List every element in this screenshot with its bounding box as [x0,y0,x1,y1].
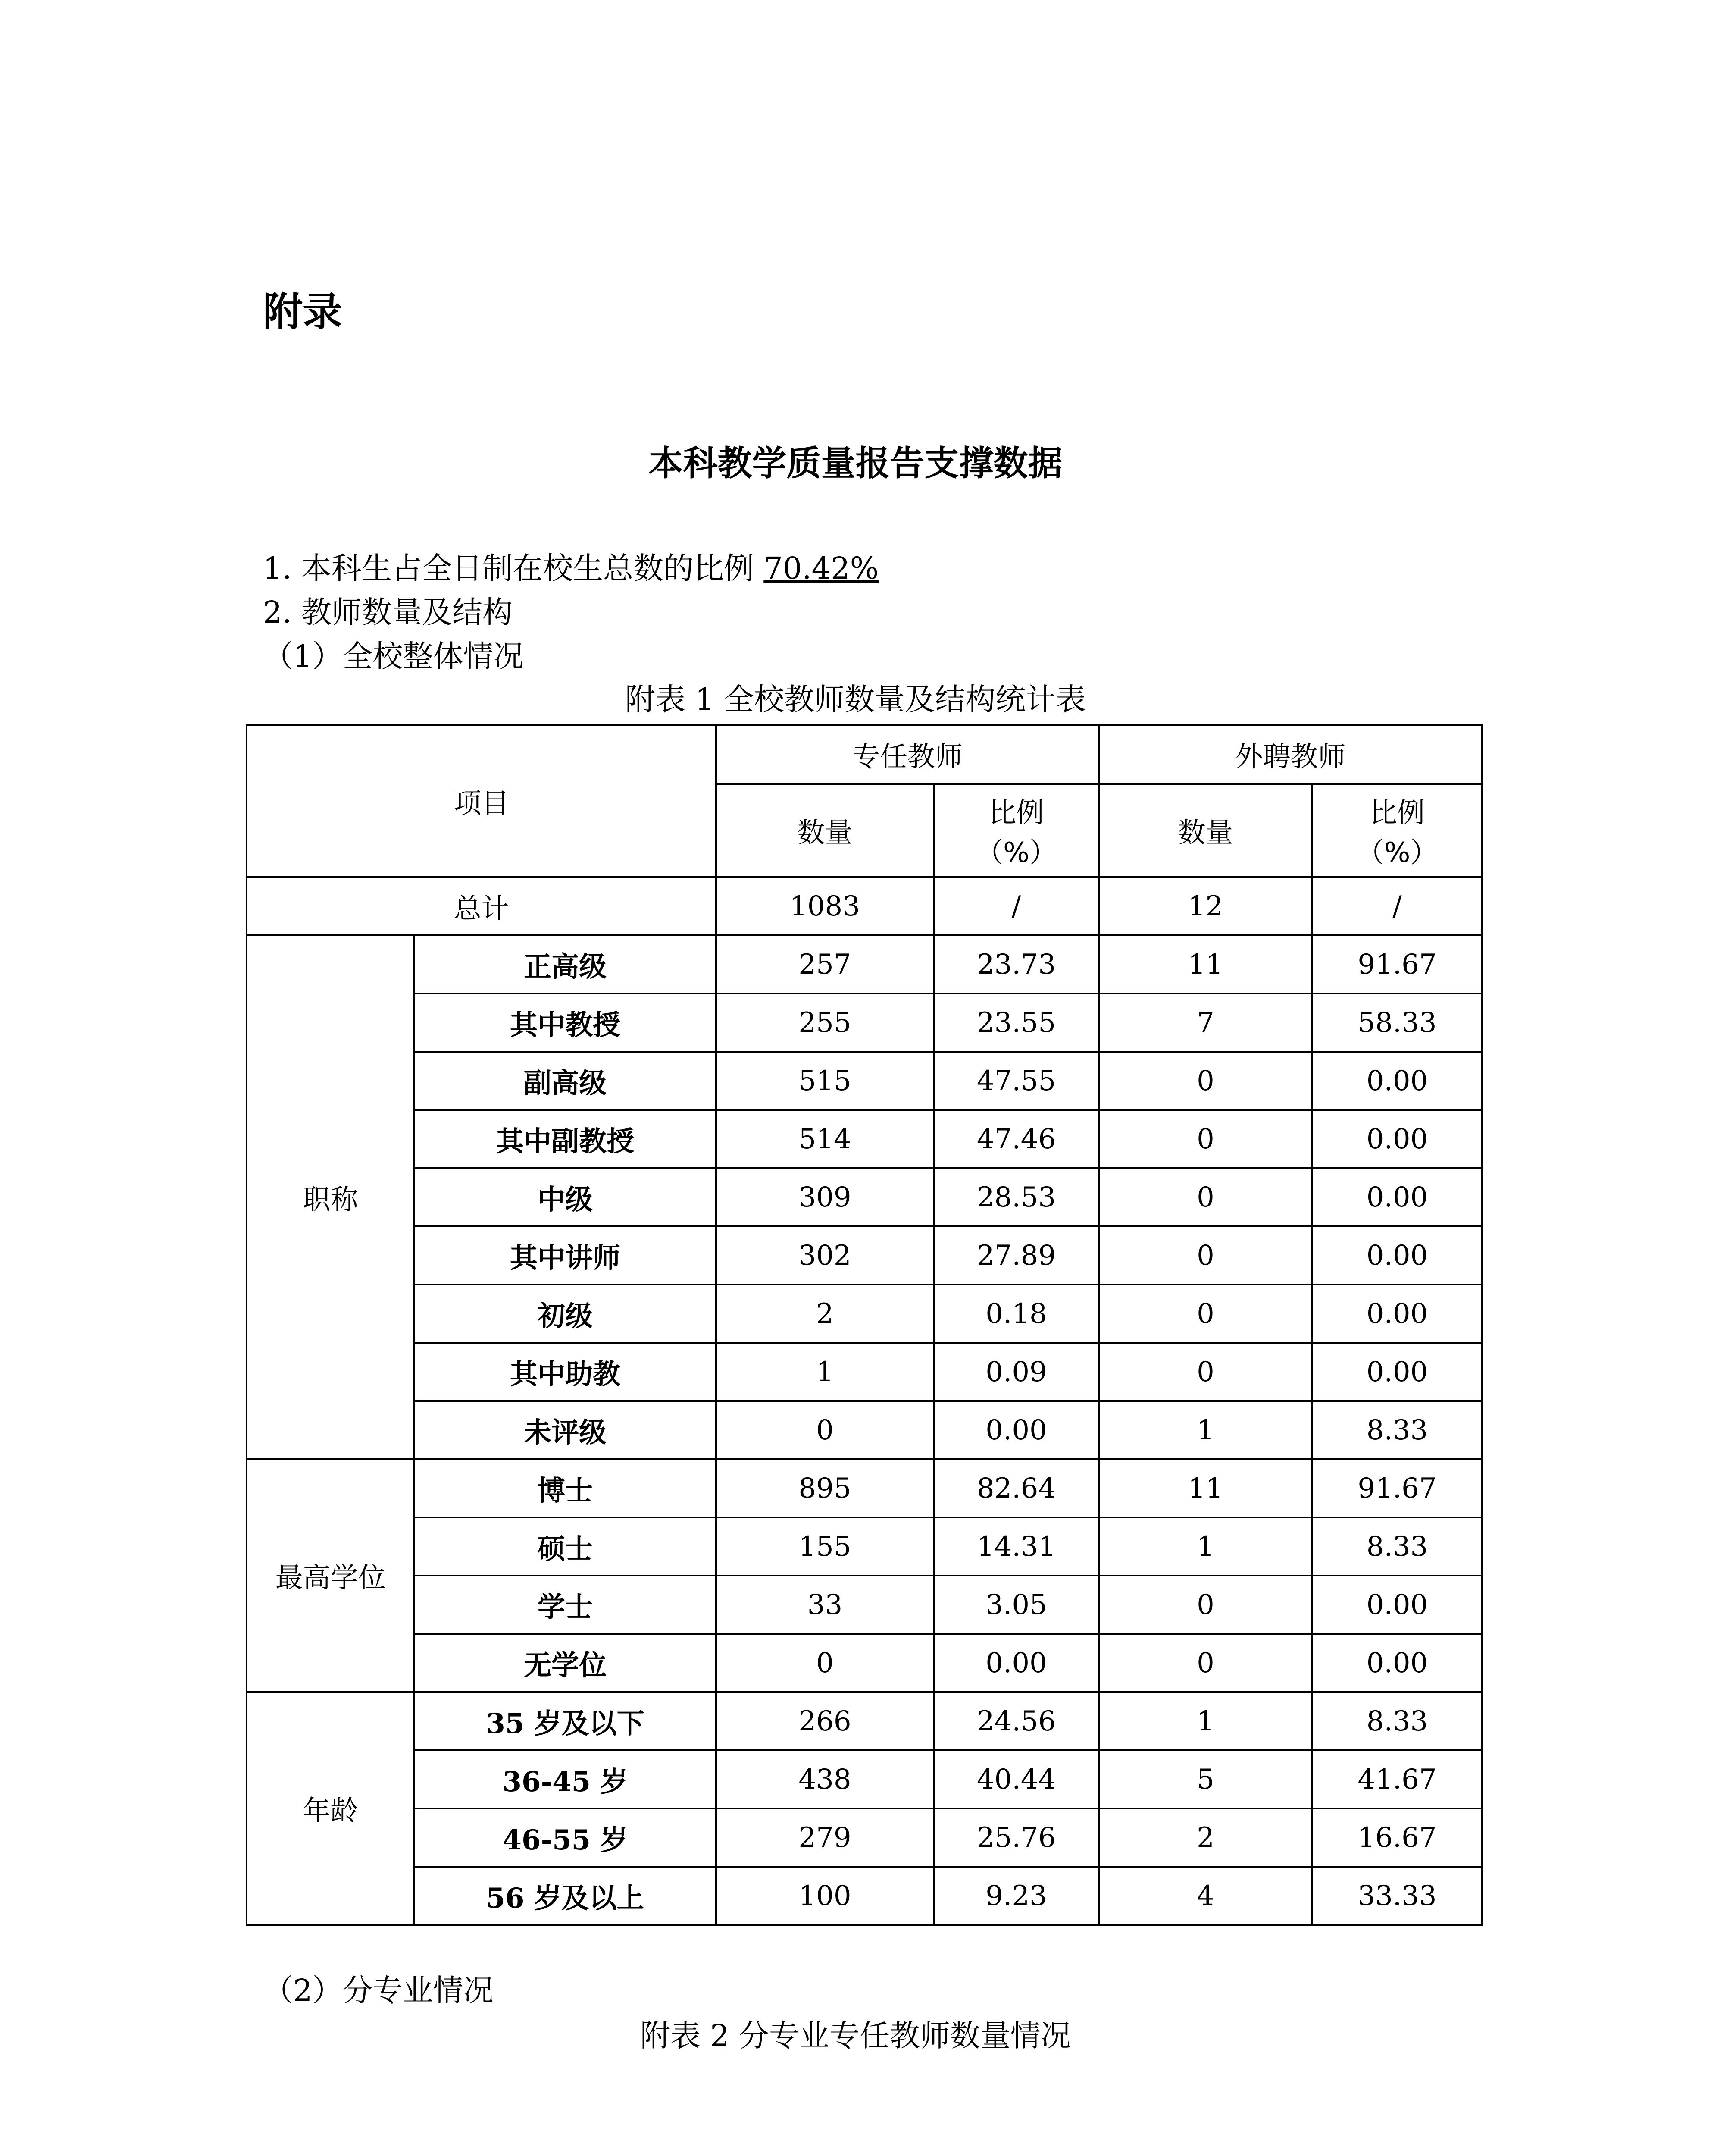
fulltime-count: 514 [716,1110,934,1168]
row-label: 其中讲师 [414,1226,716,1285]
fulltime-count: 309 [716,1168,934,1226]
table-row [247,1459,1482,1517]
external-count: 11 [1099,935,1312,993]
external-ratio: 0.00 [1312,1110,1482,1168]
external-count: 1 [1099,1401,1312,1459]
table-row [247,1517,1482,1576]
section-heading-teachers: 2. 教师数量及结构 [263,595,513,630]
external-ratio: 41.67 [1312,1750,1482,1808]
external-ratio: 0.00 [1312,1343,1482,1401]
external-count: 7 [1099,993,1312,1052]
fulltime-count: 155 [716,1517,934,1576]
fulltime-count: 302 [716,1226,934,1285]
header-external-count: 数量 [1099,784,1312,877]
external-ratio: 91.67 [1312,935,1482,993]
external-count: 0 [1099,1343,1312,1401]
fulltime-ratio: 47.46 [934,1110,1099,1168]
table-row [247,1226,1482,1285]
undergrad-ratio-line [263,544,879,588]
fulltime-ratio: 0.18 [934,1285,1099,1343]
external-count: 0 [1099,1110,1312,1168]
subsection-heading-by-major: （2）分专业情况 [263,1973,494,2008]
external-count: 2 [1099,1808,1312,1867]
teacher-structure-table [246,724,1483,1926]
appendix-heading: 附录 [263,289,343,335]
fulltime-ratio: 40.44 [934,1750,1099,1808]
total-fulltime-count: 1083 [716,877,934,935]
row-label: 36-45 岁 [414,1750,716,1808]
fulltime-count: 1 [716,1343,934,1401]
row-label: 副高级 [414,1052,716,1110]
table2-caption: 附表 2 分专业专任教师数量情况 [640,2018,1071,2053]
total-fulltime-ratio: / [934,877,1099,935]
header-external-ratio [1312,784,1482,877]
external-ratio: 58.33 [1312,993,1482,1052]
external-ratio: 0.00 [1312,1168,1482,1226]
row-label: 中级 [414,1168,716,1226]
fulltime-ratio: 28.53 [934,1168,1099,1226]
fulltime-ratio: 9.23 [934,1867,1099,1925]
fulltime-count: 257 [716,935,934,993]
fulltime-ratio: 24.56 [934,1692,1099,1750]
external-ratio: 0.00 [1312,1634,1482,1692]
fulltime-count: 515 [716,1052,934,1110]
row-label: 学士 [414,1576,716,1634]
external-count: 11 [1099,1459,1312,1517]
fulltime-ratio: 23.55 [934,993,1099,1052]
external-ratio: 0.00 [1312,1285,1482,1343]
total-external-ratio: / [1312,877,1482,935]
row-label: 博士 [414,1459,716,1517]
table-header-row [247,725,1482,784]
fulltime-count: 0 [716,1401,934,1459]
external-ratio: 8.33 [1312,1517,1482,1576]
row-label: 其中教授 [414,993,716,1052]
undergrad-ratio-label: 1. 本科生占全日制在校生总数的比例 [263,551,754,586]
subsection-heading-whole-school: （1）全校整体情况 [263,639,524,674]
row-label: 56 岁及以上 [414,1867,716,1925]
external-count: 0 [1099,1285,1312,1343]
external-ratio: 91.67 [1312,1459,1482,1517]
fulltime-count: 100 [716,1867,934,1925]
table-row [247,1343,1482,1401]
fulltime-ratio: 3.05 [934,1576,1099,1634]
fulltime-count: 266 [716,1692,934,1750]
external-count: 0 [1099,1576,1312,1634]
fulltime-ratio: 25.76 [934,1808,1099,1867]
external-ratio: 8.33 [1312,1401,1482,1459]
external-ratio: 33.33 [1312,1867,1482,1925]
ratio-label: 比例 [988,797,1044,829]
row-label: 初级 [414,1285,716,1343]
header-item: 项目 [247,725,716,877]
header-fulltime-ratio [934,784,1099,877]
undergrad-ratio-value: 70.42% [763,551,879,586]
external-ratio: 0.00 [1312,1052,1482,1110]
table-row [247,1285,1482,1343]
table-row [247,1750,1482,1808]
table-row [247,935,1482,993]
row-label: 46-55 岁 [414,1808,716,1867]
ratio-unit: （%） [976,837,1057,869]
degree-group-label: 最高学位 [247,1459,414,1692]
ratio-unit: （%） [1356,837,1438,869]
fulltime-count: 33 [716,1576,934,1634]
external-ratio: 8.33 [1312,1692,1482,1750]
external-count: 0 [1099,1052,1312,1110]
fulltime-ratio: 0.00 [934,1634,1099,1692]
table-row [247,1576,1482,1634]
external-count: 5 [1099,1750,1312,1808]
external-count: 0 [1099,1634,1312,1692]
external-count: 1 [1099,1692,1312,1750]
fulltime-count: 255 [716,993,934,1052]
fulltime-ratio: 0.09 [934,1343,1099,1401]
row-label: 未评级 [414,1401,716,1459]
total-row [247,877,1482,935]
table-row [247,1867,1482,1925]
fulltime-count: 279 [716,1808,934,1867]
table-row [247,993,1482,1052]
title-group-label: 职称 [247,935,414,1459]
fulltime-ratio: 82.64 [934,1459,1099,1517]
table-row [247,1052,1482,1110]
row-label: 其中助教 [414,1343,716,1401]
row-label: 硕士 [414,1517,716,1576]
fulltime-count: 2 [716,1285,934,1343]
fulltime-count: 895 [716,1459,934,1517]
row-label: 无学位 [414,1634,716,1692]
fulltime-count: 438 [716,1750,934,1808]
external-ratio: 16.67 [1312,1808,1482,1867]
row-label: 正高级 [414,935,716,993]
header-fulltime-count: 数量 [716,784,934,877]
header-external: 外聘教师 [1099,725,1482,784]
age-group-label: 年龄 [247,1692,414,1925]
ratio-label: 比例 [1370,797,1425,829]
table1-caption: 附表 1 全校教师数量及结构统计表 [625,682,1086,717]
report-title: 本科教学质量报告支撑数据 [648,443,1063,483]
table-row [247,1401,1482,1459]
external-count: 0 [1099,1168,1312,1226]
total-label: 总计 [247,877,716,935]
row-label: 其中副教授 [414,1110,716,1168]
row-label: 35 岁及以下 [414,1692,716,1750]
external-count: 4 [1099,1867,1312,1925]
fulltime-ratio: 47.55 [934,1052,1099,1110]
table-row [247,1808,1482,1867]
fulltime-ratio: 14.31 [934,1517,1099,1576]
fulltime-ratio: 0.00 [934,1401,1099,1459]
fulltime-ratio: 27.89 [934,1226,1099,1285]
total-external-count: 12 [1099,877,1312,935]
external-ratio: 0.00 [1312,1226,1482,1285]
table-row [247,1168,1482,1226]
table-row [247,1110,1482,1168]
external-ratio: 0.00 [1312,1576,1482,1634]
fulltime-ratio: 23.73 [934,935,1099,993]
table-row [247,1692,1482,1750]
header-fulltime: 专任教师 [716,725,1099,784]
table-row [247,1634,1482,1692]
external-count: 0 [1099,1226,1312,1285]
external-count: 1 [1099,1517,1312,1576]
fulltime-count: 0 [716,1634,934,1692]
